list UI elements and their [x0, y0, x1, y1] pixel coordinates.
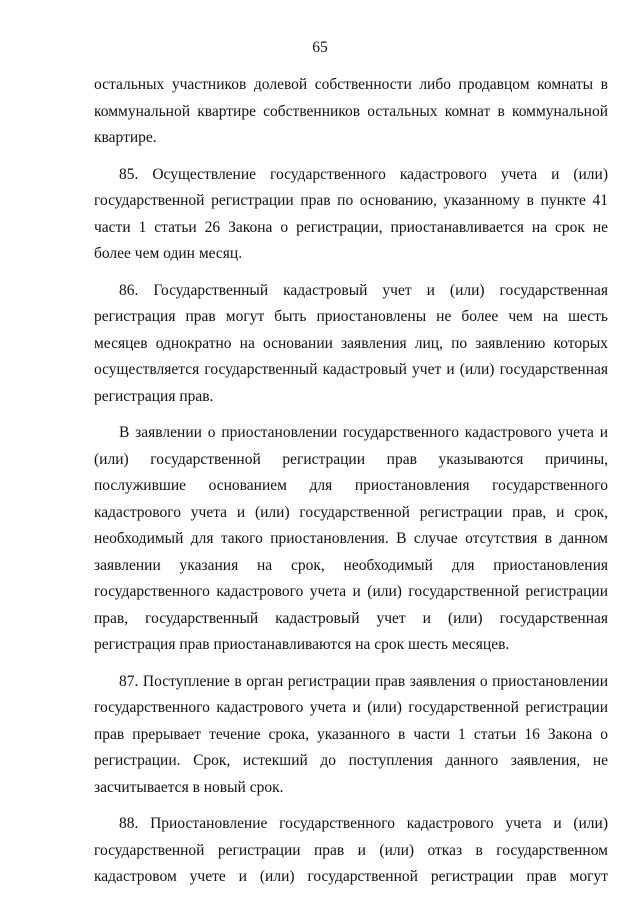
paragraph-continuation: остальных участников долевой собственности либо продавцом комнаты в коммунальной квартире собственников остальных комнат в коммунальной квартире. — [94, 76, 608, 146]
page-number: 65 — [312, 39, 328, 56]
paragraph-86-application: В заявлении о приостановлении государственного кадастрового учета и (или) государственной регистрации прав указываются причины, послужившие основанием для приостановления государственного кадастрового учета и (или) государственной регистрации прав, и срок, необходимый для такого приостановления. В случае отсутствия в данном заявлении указания на срок, необходимый для приостановления государственного кадастрового учета и (или) государственной регистрации прав, государственный кадастровый учет и (или) государственная регистрация прав приостанавливаются на срок шесть месяцев. — [94, 424, 608, 653]
paragraph-86: 86. Государственный кадастровый учет и (или) государственная регистрация прав могут быть приостановлены не более чем на шесть месяцев однократно на основании заявления лиц, по заявлению которых осуществляется государственный кадастровый учет и (или) государственная регистрация прав. — [94, 281, 608, 405]
paragraph-85: 85. Осуществление государственного кадастрового учета и (или) государственной регистрации прав по основанию, указанному в пункте 41 части 1 статьи 26 Закона о регистрации, приостанавливается на срок не более чем один месяц. — [94, 165, 608, 262]
document-body — [94, 72, 608, 901]
paragraph-87: 87. Поступление в орган регистрации прав заявления о приостановлении государственного кадастрового учета и (или) государственной регистрации прав прерывает течение срока, указанного в части 1 статьи 16 Закона о регистрации. Срок, истекший до поступления данного заявления, не засчитывается в новый срок. — [94, 672, 608, 796]
paragraph-88: 88. Приостановление государственного кадастрового учета и (или) государственной регистрации прав и (или) отказ в государственном кадастровом учете и (или) государственной регистрации прав могут — [94, 815, 608, 885]
